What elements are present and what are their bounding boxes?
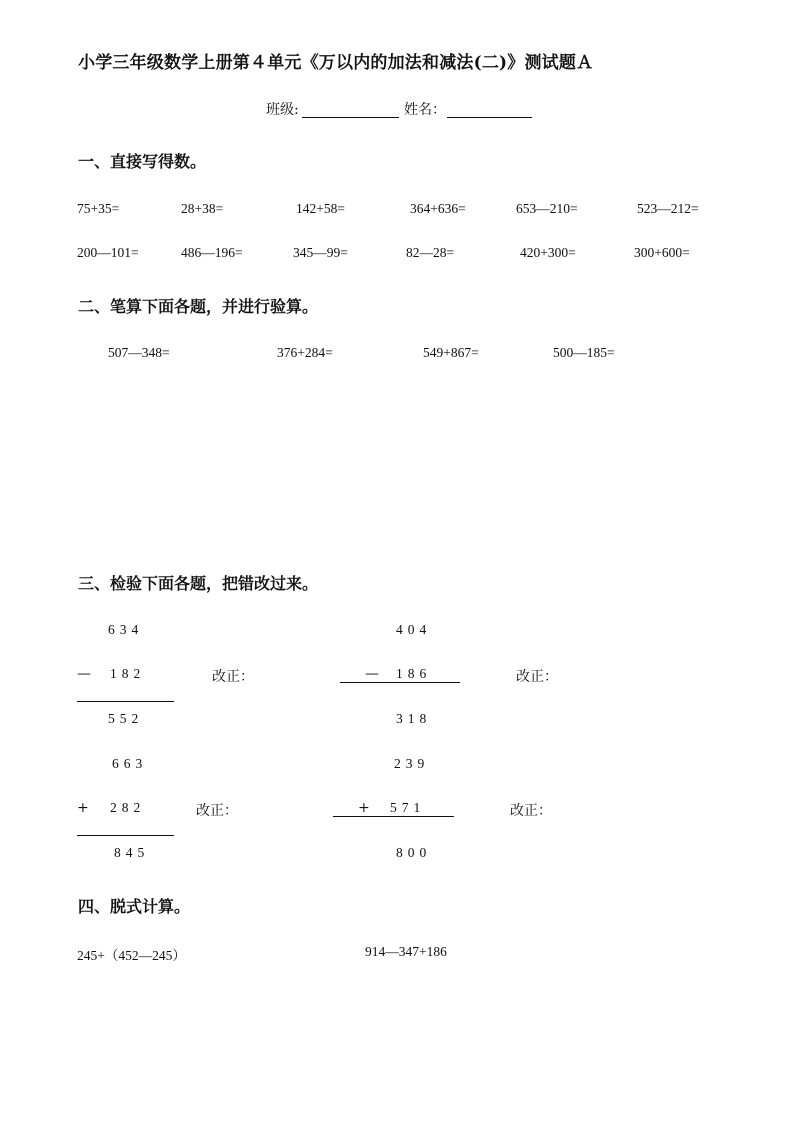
section-1-heading: 一、直接写得数。 [78, 152, 207, 171]
stepwise-problem: 245+（452—245） [77, 948, 186, 963]
check-1-top: 634 [108, 622, 144, 637]
written-problem: 549+867= [423, 345, 479, 360]
stepwise-problem: 914—347+186 [365, 944, 447, 959]
check-4-result: 800 [396, 845, 432, 860]
check-2-top: 404 [396, 622, 432, 637]
mental-problem: 75+35= [77, 201, 120, 216]
check-3-result: 845 [114, 845, 150, 860]
class-blank[interactable] [302, 117, 399, 118]
mental-problem: 523—212= [637, 201, 699, 216]
written-problem: 500—185= [553, 345, 615, 360]
mental-problem: 200—101= [77, 245, 139, 260]
mental-problem: 486—196= [181, 245, 243, 260]
check-3-correction-label: 改正： [196, 803, 238, 819]
mental-problem: 420+300= [520, 245, 576, 260]
check-2-correction-label: 改正： [516, 669, 558, 685]
check-1-bottom: 182 [110, 666, 146, 681]
name-blank[interactable] [447, 117, 532, 118]
check-2-result: 318 [396, 711, 432, 726]
check-1-rule [77, 701, 174, 702]
mental-problem: 82—28= [406, 245, 455, 260]
check-3-bottom: 282 [110, 800, 146, 815]
check-3-top: 663 [112, 756, 148, 771]
check-4-bottom: 571 [390, 800, 426, 815]
check-2-operator: — [365, 666, 379, 682]
check-3-operator: + [77, 800, 89, 816]
class-label: 班级: [266, 102, 299, 118]
section-4-heading: 四、脱式计算。 [78, 897, 191, 916]
section-2-heading: 二、笔算下面各题，并进行验算。 [78, 297, 319, 316]
mental-problem: 300+600= [634, 245, 690, 260]
check-2-bottom: 186 [396, 666, 432, 681]
check-4-top: 239 [394, 756, 430, 771]
mental-problem: 28+38= [181, 201, 224, 216]
written-problem: 376+284= [277, 345, 333, 360]
check-1-result: 552 [108, 711, 144, 726]
mental-problem: 345—99= [293, 245, 348, 260]
check-1-correction-label: 改正： [212, 669, 254, 685]
mental-problem: 142+58= [296, 201, 345, 216]
check-1-operator: — [77, 666, 91, 682]
check-4-correction-label: 改正： [510, 803, 552, 819]
section-3-heading: 三、检验下面各题，把错改过来。 [78, 574, 319, 593]
check-3-rule [77, 835, 174, 836]
check-2-rule [340, 682, 460, 683]
mental-problem: 364+636= [410, 201, 466, 216]
check-4-rule [333, 816, 454, 817]
check-4-operator: + [358, 800, 370, 816]
page-title: 小学三年级数学上册第４单元《万以内的加法和减法(二)》测试题Ａ [78, 53, 594, 73]
name-label: 姓名： [404, 102, 446, 118]
written-problem: 507—348= [108, 345, 170, 360]
mental-problem: 653—210= [516, 201, 578, 216]
